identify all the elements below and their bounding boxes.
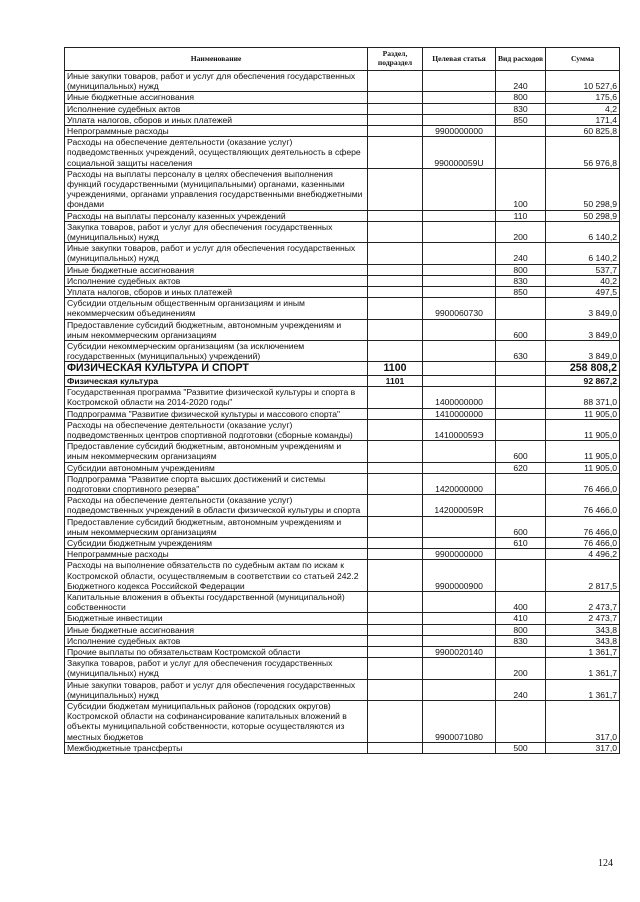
cell-type: 800	[496, 264, 546, 275]
table-row	[65, 126, 620, 137]
cell-type: 830	[496, 275, 546, 286]
cell-name: Иные закупки товаров, работ и услуг для обеспечения государственных (муниципальных) нужд	[65, 679, 368, 700]
cell-section	[368, 441, 423, 462]
cell-sum: 4 496,2	[546, 549, 620, 560]
cell-type	[496, 549, 546, 560]
cell-type	[496, 126, 546, 137]
cell-type	[496, 408, 546, 419]
cell-name: Бюджетные инвестиции	[65, 613, 368, 624]
table-row	[65, 362, 620, 376]
cell-type	[496, 387, 546, 408]
cell-type: 600	[496, 441, 546, 462]
cell-sum: 2 473,7	[546, 592, 620, 613]
cell-section	[368, 549, 423, 560]
cell-name: Межбюджетные трансферты	[65, 742, 368, 753]
table-row	[65, 319, 620, 340]
cell-name: Уплата налогов, сборов и иных платежей	[65, 114, 368, 125]
cell-section	[368, 287, 423, 298]
cell-section	[368, 495, 423, 516]
table-row	[65, 114, 620, 125]
header-sum: Сумма	[546, 48, 620, 71]
table-row	[65, 408, 620, 419]
table-row	[65, 71, 620, 92]
cell-section: 1100	[368, 362, 423, 376]
cell-type: 200	[496, 221, 546, 242]
cell-name: Уплата налогов, сборов и иных платежей	[65, 287, 368, 298]
cell-section	[368, 635, 423, 646]
cell-name: Расходы на обеспечение деятельности (оказание услуг) подведомственных учреждений в области физической культуры и спорта	[65, 495, 368, 516]
cell-sum: 76 466,0	[546, 516, 620, 537]
cell-sum: 258 808,2	[546, 362, 620, 376]
cell-section	[368, 613, 423, 624]
cell-target	[423, 462, 496, 473]
cell-sum: 6 140,2	[546, 221, 620, 242]
cell-section	[368, 742, 423, 753]
table-row	[65, 679, 620, 700]
cell-target	[423, 516, 496, 537]
cell-sum: 497,5	[546, 287, 620, 298]
cell-name: Субсидии отдельным общественным организациям и иным некоммерческим объединениям	[65, 298, 368, 319]
cell-type: 630	[496, 341, 546, 362]
cell-sum: 11 905,0	[546, 419, 620, 440]
table-row	[65, 549, 620, 560]
cell-name: Исполнение судебных актов	[65, 635, 368, 646]
cell-type	[496, 419, 546, 440]
cell-sum: 76 466,0	[546, 495, 620, 516]
cell-name: Закупка товаров, работ и услуг для обеспечения государственных (муниципальных) нужд	[65, 221, 368, 242]
cell-section: 1101	[368, 375, 423, 386]
cell-type	[496, 473, 546, 494]
cell-type: 800	[496, 92, 546, 103]
cell-section	[368, 137, 423, 169]
cell-target	[423, 221, 496, 242]
cell-target: 9900060730	[423, 298, 496, 319]
cell-section	[368, 243, 423, 264]
cell-target: 141000059Э	[423, 419, 496, 440]
cell-name: ФИЗИЧЕСКАЯ КУЛЬТУРА И СПОРТ	[65, 362, 368, 376]
cell-section	[368, 168, 423, 210]
cell-type: 240	[496, 71, 546, 92]
cell-target	[423, 168, 496, 210]
table-row	[65, 613, 620, 624]
cell-name: Подпрограмма "Развитие физической культуры и массового спорта"	[65, 408, 368, 419]
cell-section	[368, 658, 423, 679]
cell-name: Субсидии некоммерческим организациям (за исключением государственных (муниципальных) учреждений)	[65, 341, 368, 362]
cell-section	[368, 298, 423, 319]
cell-section	[368, 624, 423, 635]
cell-type	[496, 362, 546, 376]
table-row	[65, 742, 620, 753]
cell-sum: 40,2	[546, 275, 620, 286]
cell-type	[496, 647, 546, 658]
cell-target	[423, 658, 496, 679]
cell-type: 110	[496, 210, 546, 221]
cell-name: Иные бюджетные ассигнования	[65, 92, 368, 103]
table-row	[65, 538, 620, 549]
cell-type: 830	[496, 635, 546, 646]
cell-target: 9900000000	[423, 126, 496, 137]
table-row	[65, 495, 620, 516]
cell-section	[368, 71, 423, 92]
table-row	[65, 624, 620, 635]
cell-target: 1420000000	[423, 473, 496, 494]
cell-sum: 3 849,0	[546, 298, 620, 319]
table-row	[65, 298, 620, 319]
cell-sum: 50 298,9	[546, 168, 620, 210]
cell-name: Расходы на выплаты персоналу казенных учреждений	[65, 210, 368, 221]
cell-sum: 175,6	[546, 92, 620, 103]
cell-target	[423, 362, 496, 376]
cell-name: Субсидии автономным учреждениям	[65, 462, 368, 473]
cell-target: 9900000000	[423, 549, 496, 560]
cell-section	[368, 103, 423, 114]
cell-target	[423, 92, 496, 103]
cell-target	[423, 319, 496, 340]
table-row	[65, 516, 620, 537]
cell-type: 600	[496, 516, 546, 537]
cell-type	[496, 137, 546, 169]
cell-type: 400	[496, 592, 546, 613]
table-row	[65, 103, 620, 114]
cell-name: Предоставление субсидий бюджетным, автономным учреждениям и иным некоммерческим организациям	[65, 319, 368, 340]
cell-section	[368, 647, 423, 658]
cell-type: 620	[496, 462, 546, 473]
cell-target	[423, 613, 496, 624]
cell-target	[423, 624, 496, 635]
cell-sum: 11 905,0	[546, 462, 620, 473]
cell-section	[368, 92, 423, 103]
cell-section	[368, 341, 423, 362]
cell-name: Непрограммные расходы	[65, 126, 368, 137]
cell-target	[423, 341, 496, 362]
cell-section	[368, 592, 423, 613]
table-row	[65, 419, 620, 440]
cell-name: Исполнение судебных актов	[65, 275, 368, 286]
cell-section	[368, 679, 423, 700]
cell-target: 1410000000	[423, 408, 496, 419]
table-row	[65, 243, 620, 264]
cell-type: 850	[496, 114, 546, 125]
cell-target	[423, 679, 496, 700]
cell-name: Прочие выплаты по обязательствам Костромской области	[65, 647, 368, 658]
cell-target	[423, 635, 496, 646]
cell-type: 100	[496, 168, 546, 210]
cell-name: Расходы на обеспечение деятельности (оказание услуг) подведомственных центров спортивной подготовки (сборные команды)	[65, 419, 368, 440]
cell-target	[423, 375, 496, 386]
cell-section	[368, 275, 423, 286]
cell-sum: 50 298,9	[546, 210, 620, 221]
header-name: Наименование	[65, 48, 368, 71]
cell-sum: 171,4	[546, 114, 620, 125]
cell-name: Иные закупки товаров, работ и услуг для обеспечения государственных (муниципальных) нужд	[65, 71, 368, 92]
cell-section	[368, 319, 423, 340]
cell-type	[496, 701, 546, 743]
cell-section	[368, 114, 423, 125]
cell-name: Предоставление субсидий бюджетным, автономным учреждениям и иным некоммерческим организациям	[65, 516, 368, 537]
cell-sum: 343,8	[546, 624, 620, 635]
cell-type: 850	[496, 287, 546, 298]
cell-target	[423, 71, 496, 92]
table-row	[65, 387, 620, 408]
cell-target	[423, 114, 496, 125]
table-row	[65, 375, 620, 386]
cell-section	[368, 126, 423, 137]
cell-section	[368, 419, 423, 440]
cell-sum: 343,8	[546, 635, 620, 646]
cell-name: Расходы на выплаты персоналу в целях обеспечения выполнения функций государственными (муниципальными) органами, казенными учреждениями, органами управления государственными внебюджетными фондами	[65, 168, 368, 210]
cell-section	[368, 462, 423, 473]
cell-sum: 2 473,7	[546, 613, 620, 624]
cell-sum: 537,7	[546, 264, 620, 275]
table-row	[65, 462, 620, 473]
cell-target	[423, 103, 496, 114]
table-row	[65, 647, 620, 658]
cell-type: 830	[496, 103, 546, 114]
cell-type: 800	[496, 624, 546, 635]
cell-name: Субсидии бюджетным учреждениям	[65, 538, 368, 549]
cell-target	[423, 243, 496, 264]
header-type: Вид расходов	[496, 48, 546, 71]
cell-section	[368, 387, 423, 408]
cell-target	[423, 538, 496, 549]
cell-target: 9900020140	[423, 647, 496, 658]
cell-name: Расходы на обеспечение деятельности (оказание услуг) подведомственных учреждений, осуществляющих деятельность в сфере социальной защиты населения	[65, 137, 368, 169]
cell-type	[496, 560, 546, 592]
table-row	[65, 210, 620, 221]
cell-sum: 317,0	[546, 742, 620, 753]
cell-sum: 76 466,0	[546, 473, 620, 494]
cell-target: 9900071080	[423, 701, 496, 743]
cell-target	[423, 592, 496, 613]
cell-sum: 92 867,2	[546, 375, 620, 386]
cell-name: Иные бюджетные ассигнования	[65, 624, 368, 635]
cell-section	[368, 538, 423, 549]
cell-sum: 3 849,0	[546, 319, 620, 340]
cell-type: 240	[496, 243, 546, 264]
cell-target	[423, 275, 496, 286]
cell-type: 200	[496, 658, 546, 679]
cell-sum: 76 466,0	[546, 538, 620, 549]
cell-section	[368, 210, 423, 221]
cell-sum: 2 817,5	[546, 560, 620, 592]
cell-name: Физическая культура	[65, 375, 368, 386]
cell-section	[368, 473, 423, 494]
cell-target: 990000059U	[423, 137, 496, 169]
table-row	[65, 341, 620, 362]
cell-name: Иные бюджетные ассигнования	[65, 264, 368, 275]
cell-type: 610	[496, 538, 546, 549]
cell-type: 240	[496, 679, 546, 700]
cell-sum: 3 849,0	[546, 341, 620, 362]
cell-sum: 4,2	[546, 103, 620, 114]
table-row	[65, 221, 620, 242]
cell-name: Иные закупки товаров, работ и услуг для обеспечения государственных (муниципальных) нужд	[65, 243, 368, 264]
cell-target	[423, 441, 496, 462]
cell-sum: 317,0	[546, 701, 620, 743]
cell-section	[368, 408, 423, 419]
cell-target	[423, 287, 496, 298]
table-row	[65, 592, 620, 613]
table-header-row	[65, 48, 620, 71]
cell-sum: 11 905,0	[546, 408, 620, 419]
table-row	[65, 560, 620, 592]
cell-sum: 11 905,0	[546, 441, 620, 462]
cell-name: Исполнение судебных актов	[65, 103, 368, 114]
cell-type	[496, 375, 546, 386]
cell-name: Подпрограмма "Развитие спорта высших достижений и системы подготовки спортивного резерва"	[65, 473, 368, 494]
cell-type	[496, 495, 546, 516]
cell-name: Предоставление субсидий бюджетным, автономным учреждениям и иным некоммерческим организациям	[65, 441, 368, 462]
cell-section	[368, 221, 423, 242]
table-row	[65, 441, 620, 462]
table-row	[65, 287, 620, 298]
table-row	[65, 473, 620, 494]
cell-sum: 56 976,8	[546, 137, 620, 169]
cell-name: Государственная программа "Развитие физической культуры и спорта в Костромской области на 2014-2020 годы"	[65, 387, 368, 408]
cell-sum: 1 361,7	[546, 647, 620, 658]
table-row	[65, 92, 620, 103]
cell-name: Закупка товаров, работ и услуг для обеспечения государственных (муниципальных) нужд	[65, 658, 368, 679]
cell-sum: 1 361,7	[546, 658, 620, 679]
table-row	[65, 264, 620, 275]
header-target: Целевая статья	[423, 48, 496, 71]
cell-section	[368, 264, 423, 275]
cell-sum: 6 140,2	[546, 243, 620, 264]
cell-type: 500	[496, 742, 546, 753]
table-row	[65, 658, 620, 679]
page-number: 124	[598, 858, 613, 869]
cell-section	[368, 560, 423, 592]
cell-sum: 60 825,8	[546, 126, 620, 137]
cell-name: Субсидии бюджетам муниципальных районов (городских округов) Костромской области на софинансирование капитальных вложений в объекты муниципальной собственности, которые осуществляются из местных бюджетов	[65, 701, 368, 743]
cell-sum: 1 361,7	[546, 679, 620, 700]
cell-target: 142000059R	[423, 495, 496, 516]
table-row	[65, 168, 620, 210]
cell-section	[368, 516, 423, 537]
cell-target: 9900000900	[423, 560, 496, 592]
cell-name: Расходы на выполнение обязательств по судебным актам по искам к Костромской области, осуществляемым в соответствии со статьей 242.2 Бюджетного кодекса Российской Федерации	[65, 560, 368, 592]
cell-target	[423, 210, 496, 221]
table-body	[65, 71, 620, 754]
cell-target: 1400000000	[423, 387, 496, 408]
cell-sum: 10 527,6	[546, 71, 620, 92]
cell-section	[368, 701, 423, 743]
cell-target	[423, 742, 496, 753]
table-row	[65, 701, 620, 743]
cell-type: 600	[496, 319, 546, 340]
table-row	[65, 635, 620, 646]
cell-type: 410	[496, 613, 546, 624]
cell-target	[423, 264, 496, 275]
cell-name: Капитальные вложения в объекты государственной (муниципальной) собственности	[65, 592, 368, 613]
budget-table	[64, 47, 620, 754]
header-section: Раздел, подраздел	[368, 48, 423, 71]
cell-type	[496, 298, 546, 319]
cell-name: Непрограммные расходы	[65, 549, 368, 560]
cell-sum: 88 371,0	[546, 387, 620, 408]
table-row	[65, 137, 620, 169]
table-row	[65, 275, 620, 286]
